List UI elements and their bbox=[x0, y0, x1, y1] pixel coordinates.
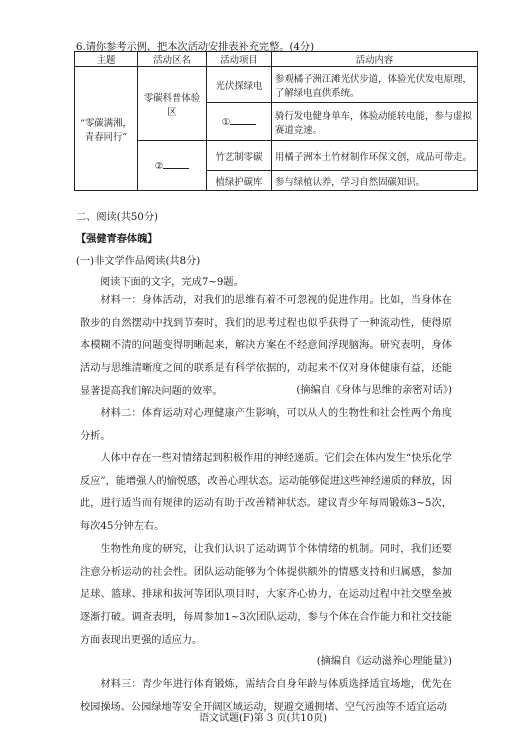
header-item: 活动项目 bbox=[207, 52, 272, 67]
page-footer: 语文试题(F)第 3 页(共10页) bbox=[199, 713, 327, 724]
material-1-source: (摘编自《身体与思维的亲密对话》) bbox=[296, 385, 452, 396]
material-2-paragraph-1: 人体中存在一些对情绪起到积极作用的神经递质。它们会在体内发生“快乐化学反应”，能增强人的愉悦感，改善心理状态。运动能够促进这些神经递质的释放，因此，进行适当而有规律的运动有助于改善精神状态。建议青少年每周锻炼3~5次，每次45分钟左右。 bbox=[80, 453, 452, 533]
section-subheading: 【强健青春体魄】 bbox=[76, 233, 158, 245]
item-cell-2 bbox=[207, 103, 272, 141]
content-cell-3: 用橘子洲本土竹材制作环保文创，成品可带走。 bbox=[272, 141, 478, 171]
header-content: 活动内容 bbox=[272, 52, 478, 67]
question-6-instruction: 6.请你参考示例，把本次活动安排表补充完整。(4分) bbox=[76, 42, 315, 53]
answer-blank-1[interactable] bbox=[230, 115, 256, 125]
material-3-text: 材料三：青少年进行体育锻炼，需结合自身年龄与体质选择适宜场地，优先在校园操场、公园绿地等安全开阔区域运动，规避交通拥堵、空气污浊等不适宜运动 bbox=[80, 679, 452, 713]
content-cell-4: 参与绿植认养，学习自然固碳知识。 bbox=[272, 171, 478, 191]
section-heading: 二、阅读(共50分) bbox=[76, 212, 159, 223]
table-row bbox=[75, 67, 478, 103]
header-zone: 活动区名 bbox=[138, 52, 207, 67]
zone-cell-1: 零碳科普体验区 bbox=[138, 67, 207, 141]
activity-schedule-table bbox=[74, 51, 478, 191]
blank-marker-2: ② bbox=[154, 161, 164, 172]
material-2-intro: 材料二：体育运动对心理健康产生影响，可以从人的生物性和社会性两个角度分析。 bbox=[80, 408, 452, 442]
table-header-row bbox=[75, 52, 478, 67]
part-heading: (一)非文学作品阅读(共8分) bbox=[76, 256, 201, 267]
content-cell-2: 骑行发电健身单车，体验动能转电能，参与虚拟赛道竞速。 bbox=[272, 103, 478, 141]
answer-blank-2[interactable] bbox=[163, 159, 189, 169]
header-theme: 主题 bbox=[75, 52, 138, 67]
item-cell-3: 竹艺制零碳 bbox=[207, 141, 272, 171]
material-2-paragraph-2: 生物性角度的研究，让我们认识了运动调节个体情绪的机制。同时，我们还要注意分析运动的社会性。团队运动能够为个体提供额外的情感支持和归属感，参加足球、篮球、排球和拔河等团队项目时，大家齐心协力，在运动过程中社交壁垒被逐渐打破。调查表明，每周参加1~3次团队运动，参与个体在合作能力和社交技能方面表现出更强的适应力。 bbox=[80, 544, 452, 646]
zone-cell-2 bbox=[138, 141, 207, 191]
material-1-text: 材料一：身体活动，对我们的思维有着不可忽视的促进作用。比如，当身体在散步的自然摆动中找到节奏时，我们的思考过程也似乎获得了一种流动性，使得原本模糊不清的问题变得明晰起来，解决方案在不经意间浮现脑海。研究表明，身体活动与思维清晰度之间的联系是有科学依据的，动起来不仅对身体健康有益，还能显著提高我们解决问题的效率。 bbox=[80, 295, 452, 397]
theme-cell: “零碳满湘，青春同行” bbox=[75, 67, 138, 191]
reading-prompt: 阅读下面的文字，完成7~9题。 bbox=[100, 277, 244, 288]
blank-marker-1: ① bbox=[221, 117, 231, 128]
content-cell-1: 参观橘子洲江滩光伏步道，体验光伏发电原理，了解绿电直供系统。 bbox=[272, 67, 478, 103]
material-2-source: (摘编自《运动滋养心理能量》) bbox=[316, 656, 452, 667]
item-cell-4: 植绿护碳库 bbox=[207, 171, 272, 191]
item-cell-1: 光伏探绿电 bbox=[207, 67, 272, 103]
